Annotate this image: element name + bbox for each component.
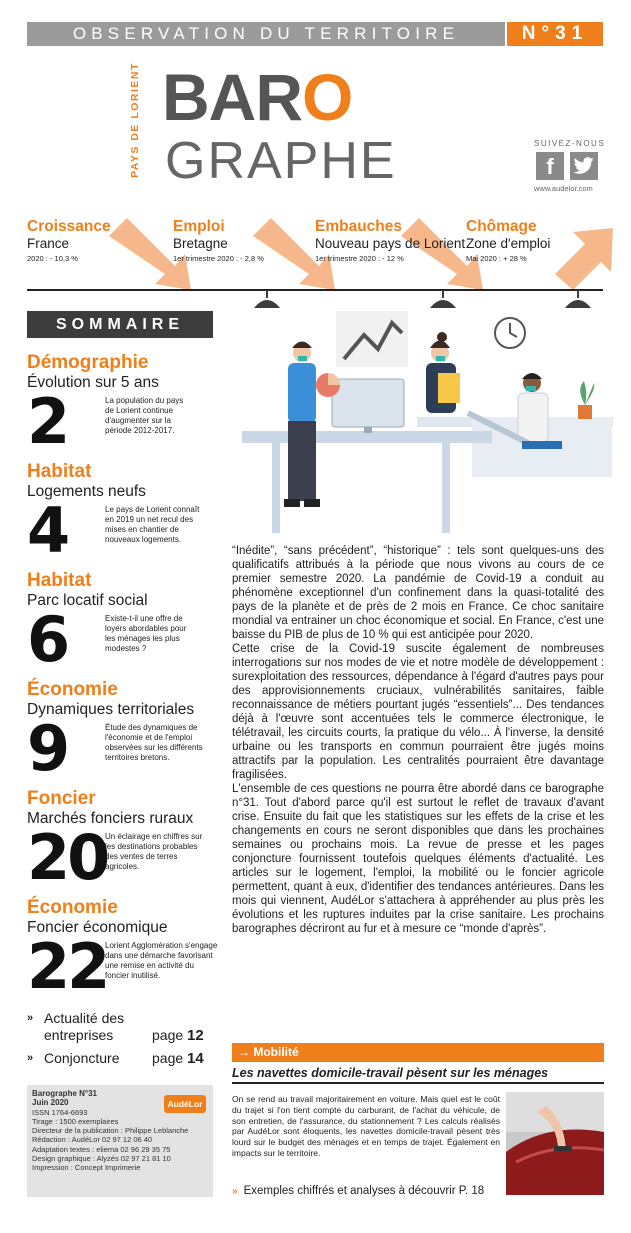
info-issn: ISSN 1764-6693 — [32, 1107, 88, 1117]
mobility-link[interactable] — [232, 1185, 484, 1197]
plant-pot — [578, 405, 592, 419]
info-redaction: Rédaction : AudéLor 02 97 12 06 40 — [32, 1135, 153, 1145]
info-design: Design graphique : Alyzés 02 97 21 81 10 — [32, 1154, 171, 1164]
sommaire-item-foncier-economique[interactable] — [27, 897, 227, 1002]
section-subtitle: Parc locatif social — [27, 592, 148, 609]
section-category: Habitat — [27, 461, 92, 482]
audelor-logo: AudéLor — [164, 1095, 206, 1113]
publication-info — [27, 1085, 213, 1197]
link-label: Actualité des entreprises — [44, 1010, 125, 1043]
folder — [438, 373, 460, 403]
section-subtitle: Foncier économique — [27, 919, 168, 936]
indicator-value: 2020 : - 10,3 % — [27, 254, 78, 263]
indicator-subject: Zone d'emploi — [466, 236, 551, 251]
page-word: page — [152, 1027, 184, 1043]
section-category: Foncier — [27, 788, 96, 809]
logo-bottom: GRAPHE — [165, 132, 397, 190]
website-link[interactable]: www.audelor.com — [534, 184, 593, 193]
section-page-number: 6 — [27, 603, 68, 676]
indicator-value: 1er trimestre 2020 : - 2,8 % — [173, 254, 264, 263]
facebook-icon[interactable]: f — [536, 152, 564, 180]
indicator-subject: Bretagne — [173, 236, 228, 251]
sommaire-item-habitat-neufs[interactable] — [27, 461, 227, 566]
car-photo — [506, 1092, 604, 1195]
article-paragraph: L'ensemble de ces questions ne pourra être abordé dans ce barographe n°31. Tout d'abord parce qu'il est surtout le reflet de travaux d'avant crise. Ensuite du fait que les statistiques sur les effets de la crise et les changements en cours ne seront disponibles que dans les prochaines semaines ou prochains mois. La revue de presse et les pages conjoncture fournissent toutefois quelques éléments d'actualité. Les articles sur le logement, l'emploi, la mobilité ou le foncier agricole permettent, quant à eux, d'identifier des tendances antérieures. Dans les mois qui viennent, AudéLor s'attachera à appréhender au plus près les évolutions et les ruptures induites par la crise sanitaire. Les prochains barographes décriront au fur et à mesure ce “monde d'après”. — [232, 783, 604, 935]
section-page-number: 9 — [27, 712, 68, 785]
issue-number: N°31 — [507, 22, 603, 46]
mobility-tag-label: Mobilité — [253, 1045, 299, 1059]
indicator-subject: Nouveau pays de Lorient — [315, 236, 466, 251]
info-date: Juin 2020 — [32, 1098, 69, 1108]
article-paragraph: Cette crise de la Covid-19 suscite également de nombreuses interrogations sur nos modes de vie et notre modèle de développement : surexploitation des ressources, dépendance à l'égard d'autres pays pour des approvisionnements cruciaux, vulnérabilités sanitaires, faible reconnaissance de métiers pourtant jugés “essentiels”... Des tendances déjà à l'œuvre sont accentuées tels le commerce électronique, le télétravail, les circuits courts, la pratique du vélo... À l'inverse, la densité urbaine ou les transports en commun pourraient être jugés moins attractifs par la population. Les centralités pourraient être davantage fragilisées. — [232, 643, 604, 781]
sommaire-title: SOMMAIRE — [27, 311, 213, 338]
page-word: page — [152, 1050, 184, 1066]
twitter-icon[interactable] — [570, 152, 598, 180]
section-subtitle: Marchés fonciers ruraux — [27, 810, 194, 827]
link-conjoncture[interactable] — [27, 1050, 227, 1067]
info-adaptation: Adaptation textes : eliema 02 96 29 35 75 — [32, 1144, 171, 1154]
section-subtitle: Évolution sur 5 ans — [27, 374, 159, 391]
indicator-title: Emploi — [173, 218, 225, 235]
indicator-value: 1er trimestre 2020 : - 12 % — [315, 254, 404, 263]
link-actualite-entreprises[interactable] — [27, 1010, 227, 1044]
article-paragraph: “Inédite”, “sans précédent”, “historique” : tels sont quelques-uns des qualificatifs attribués à la période que nous vivons au cours de ce premier semestre 2020. La pandémie de Covid-19 a conduit au phénomène exceptionnel d'un confinement dans la quasi-totalité des pays de la planète et de près de 2 mois en France. Ce choc sanitaire mondial va entrainer un choc économique et social. En France, c'est une baisse du PIB de plus de 10 % qui est anticipée pour 2020. — [232, 545, 604, 641]
section-description: Un éclairage en chiffres sur les destinations probables des ventes de terres agricoles. — [105, 832, 203, 871]
section-page-number: 2 — [27, 385, 68, 458]
section-page-number: 20 — [27, 821, 108, 894]
link-label: Conjoncture — [44, 1050, 120, 1066]
person-1 — [288, 363, 316, 423]
section-subtitle: Dynamiques territoriales — [27, 701, 195, 718]
sommaire-item-habitat-social[interactable] — [27, 570, 227, 675]
section-category: Économie — [27, 897, 118, 918]
section-description: Le pays de Lorient connaît en 2019 un net recul des mises en chantier de nouveaux logements. — [105, 505, 200, 544]
info-issue: Barographe N°31 — [32, 1089, 97, 1098]
section-category: Habitat — [27, 570, 92, 591]
extra-links — [27, 1010, 227, 1073]
sommaire-item-foncier-ruraux[interactable] — [27, 788, 227, 893]
section-description: Existe-t-il une offre de loyers abordables pour les ménages les plus modestes ? — [105, 614, 187, 653]
page-number: 14 — [187, 1050, 204, 1067]
info-impression: Impression : Concept Imprimerie — [32, 1163, 141, 1173]
header-banner: OBSERVATION DU TERRITOIRE — [27, 22, 505, 46]
editorial-article — [232, 544, 604, 936]
sommaire-item-demographie[interactable] — [27, 352, 227, 457]
territory-text: PAYS DE LORIENT — [129, 62, 141, 178]
indicator-embauches — [315, 218, 475, 264]
logo-top-text: BAR — [162, 60, 302, 134]
indicator-title: Croissance — [27, 218, 111, 235]
info-tirage: Tirage : 1500 exemplaires — [32, 1116, 119, 1126]
indicator-chomage — [466, 218, 616, 264]
territory-label — [126, 60, 144, 180]
sommaire-item-economie-dynamiques[interactable] — [27, 679, 227, 784]
indicator-emploi — [173, 218, 323, 264]
section-description: La population du pays de Lorient continue d'augmenter sur la période 2012-2017. — [105, 396, 184, 435]
person-3 — [518, 393, 548, 443]
mobility-text: On se rend au travail majoritairement en voiture. Mais quel est le coût du trajet si l'on tient compte du carburant, de l'achat du véhicule, de son entretien, de l'assurance, du stationnement ? Les calculs réalisés par AudéLor sont éloquents, les navettes domicile-travail pèsent très lourd sur le budget des ménages et en temps de trajet. Également en impacts sur le territoire. — [232, 1094, 500, 1158]
office-illustration — [232, 293, 617, 538]
section-category: Démographie — [27, 352, 149, 373]
section-subtitle: Logements neufs — [27, 483, 146, 500]
logo-top — [162, 60, 353, 134]
follow-label: SUIVEZ-NOUS — [534, 139, 606, 148]
chevron-right-icon: » — [27, 1012, 34, 1024]
section-description: Étude des dynamiques de l'économie et de l'emploi observées sur les différents territoires bretons. — [105, 723, 203, 762]
chevron-right-icon: » — [27, 1052, 34, 1064]
page-number: 12 — [187, 1027, 204, 1044]
indicator-subject: France — [27, 236, 70, 251]
section-page-number: 22 — [27, 930, 108, 1003]
indicator-croissance — [27, 218, 177, 264]
section-description: Lorient Agglomération s'engage dans une démarche favorisant une remise en activité du foncier inutilisé. — [105, 941, 218, 980]
mobility-title: Les navettes domicile-travail pèsent sur les ménages — [232, 1066, 604, 1084]
info-director: Directeur de la publication : Philippe Leblanche — [32, 1126, 189, 1136]
section-category: Économie — [27, 679, 118, 700]
monitor — [332, 379, 404, 427]
chevron-right-icon: » — [232, 1186, 238, 1197]
indicator-title: Chômage — [466, 218, 537, 235]
indicator-value: Mai 2020 : + 28 % — [466, 254, 527, 263]
indicator-title: Embauches — [315, 218, 403, 235]
mobility-tag: → Mobilité — [232, 1043, 604, 1062]
logo-top-accent: O — [302, 60, 353, 134]
section-page-number: 4 — [27, 494, 68, 567]
mobility-link-label: Exemples chiffrés et analyses à découvrir P. 18 — [243, 1185, 485, 1197]
